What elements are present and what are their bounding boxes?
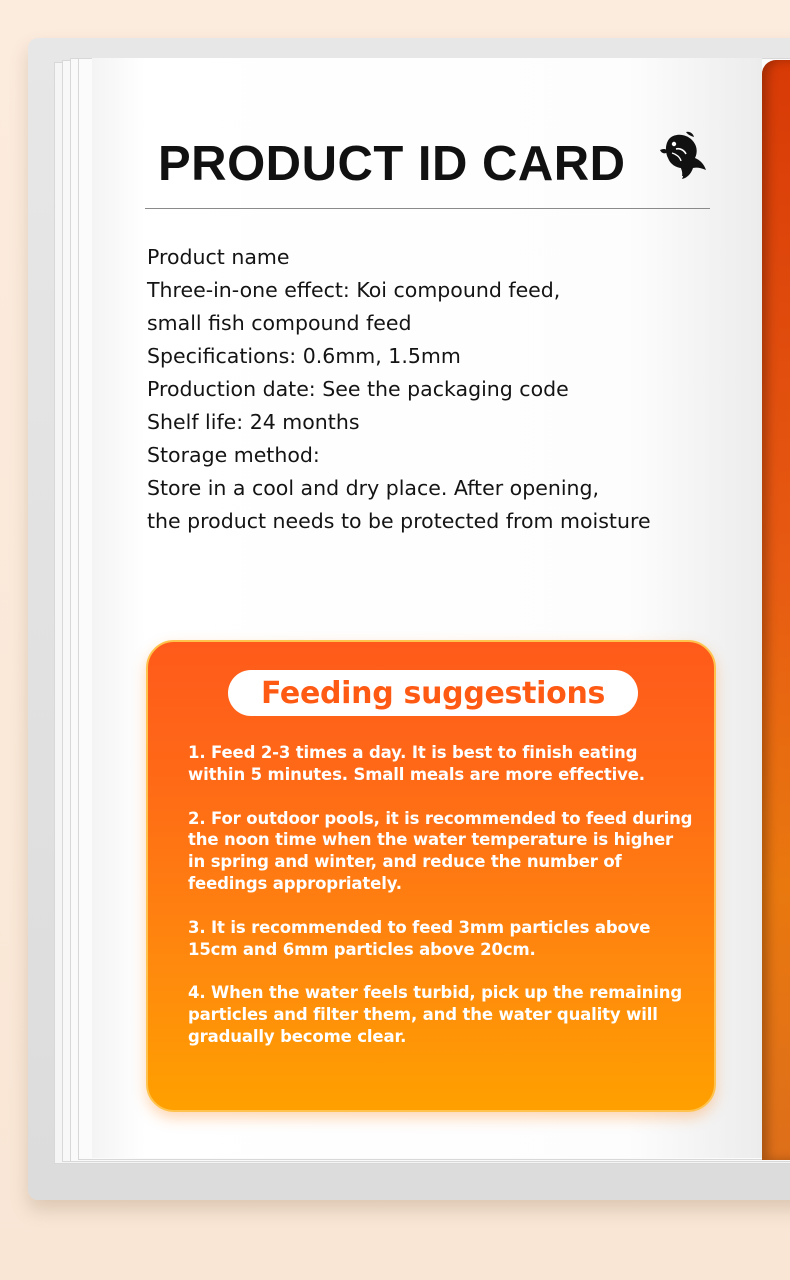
info-line: Product name	[147, 245, 290, 269]
feeding-tip: 1. Feed 2-3 times a day. It is best to finish eating within 5 minutes. Small meals are more effective.	[188, 743, 645, 784]
info-line: Shelf life: 24 months	[147, 410, 360, 434]
info-line: the product needs to be protected from moisture	[147, 509, 651, 533]
feeding-heading: Feeding suggestions	[260, 675, 606, 711]
feeding-tips-list	[188, 742, 693, 1070]
right-page	[762, 60, 790, 1160]
title-divider	[145, 208, 710, 209]
info-line: Production date: See the packaging code	[147, 377, 569, 401]
feeding-heading-badge	[228, 670, 638, 716]
info-line: Storage method:	[147, 443, 320, 467]
info-line: small fish compound feed	[147, 311, 412, 335]
feeding-tip: 2. For outdoor pools, it is recommended to feed during the noon time when the water temperature is higher in spring and winter, and reduce the number of feedings appropriately.	[188, 808, 693, 893]
feeding-tip: 3. It is recommended to feed 3mm particles above 15cm and 6mm particles above 20cm.	[188, 917, 651, 959]
koi-fish-icon	[656, 130, 708, 182]
info-line: Three-in-one effect: Koi compound feed,	[147, 278, 561, 302]
page-title: PRODUCT ID CARD	[158, 137, 626, 191]
info-line: Store in a cool and dry place. After opening,	[147, 476, 600, 500]
product-info-list	[147, 241, 707, 538]
feeding-tip: 4. When the water feels turbid, pick up the remaining particles and filter them, and the water quality will gradually become clear.	[188, 983, 683, 1046]
feeding-suggestions-card	[146, 640, 716, 1112]
info-line: Specifications: 0.6mm, 1.5mm	[147, 344, 461, 368]
